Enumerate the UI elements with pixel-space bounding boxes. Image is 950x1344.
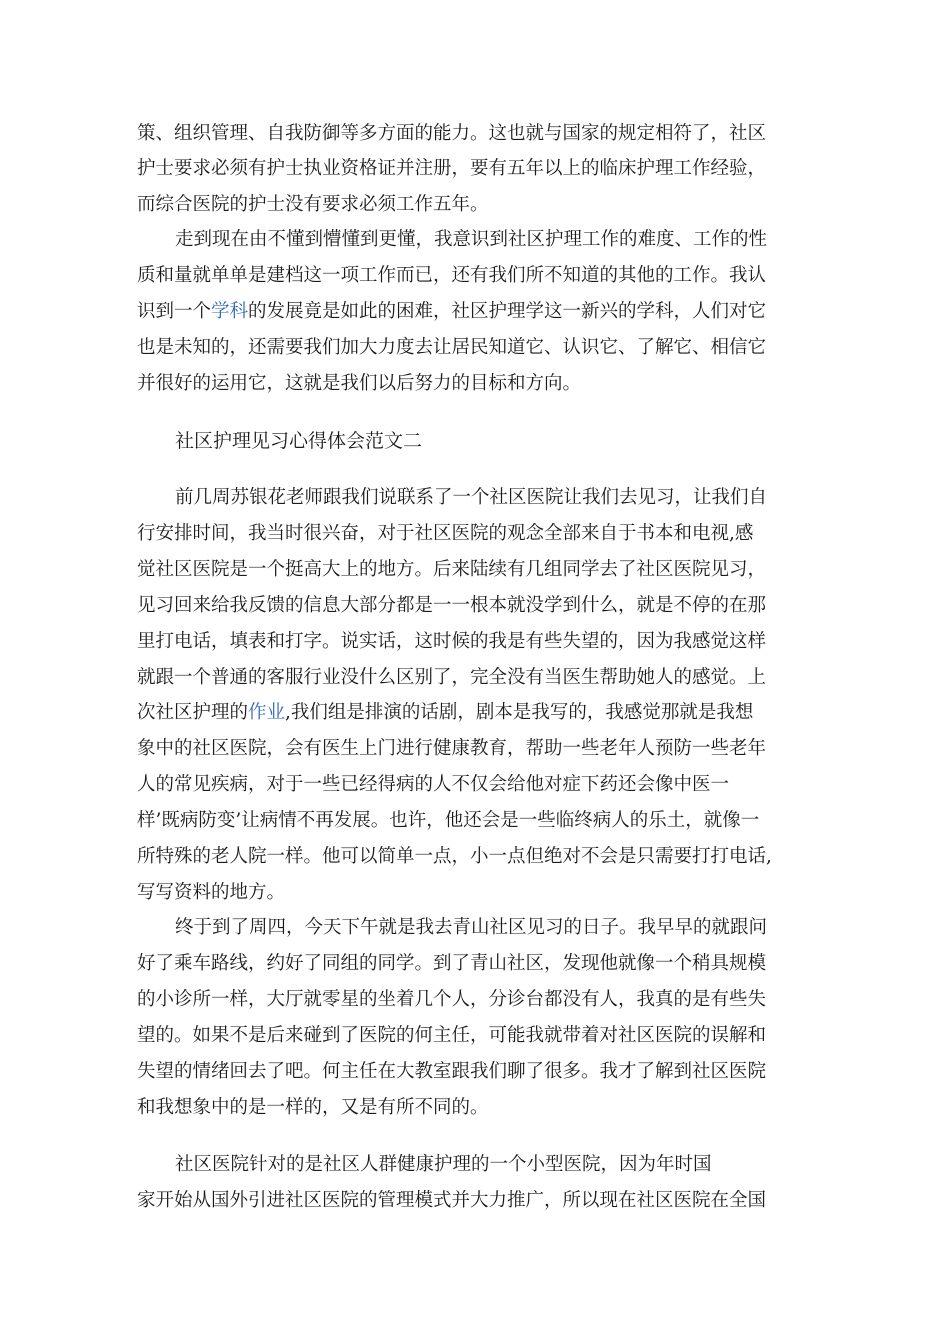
paragraph-2-line-3-before: 识到一个 <box>137 301 212 322</box>
paragraph-3-line-1: 前几周苏银花老师跟我们说联系了一个社区医院让我们去见习，让我们自 <box>175 487 768 508</box>
paragraph-2-line-1: 走到现在由不懂到懵懂到更懂，我意识到社区护理工作的难度、工作的性 <box>175 229 768 250</box>
paragraph-3-line-7-after: ,我们组是排演的话剧，剧本是我写的，我感觉那就是我想 <box>285 702 754 723</box>
paragraph-3-line-2: 行安排时间，我当时很兴奋，对于社区医院的观念全部来自于书本和电视,感 <box>137 523 754 544</box>
paragraph-4-line-4: 望的。如果不是后来碰到了医院的何主任，可能我就带着对社区医院的误解和 <box>137 1025 767 1046</box>
paragraph-2-line-4: 也是未知的，还需要我们加大力度去让居民知道它、认识它、了解它、相信它 <box>137 337 767 358</box>
paragraph-2-line-2: 质和量就单单是建档这一项工作而已，还有我们所不知道的其他的工作。我认 <box>137 265 767 286</box>
paragraph-5-line-1: 社区医院针对的是社区人群健康护理的一个小型医院，因为年时国 <box>175 1154 712 1175</box>
paragraph-3-line-5: 里打电话，填表和打字。说实话，这时候的我是有些失望的，因为我感觉这样 <box>137 631 767 652</box>
paragraph-1-line-3: 而综合医院的护士没有要求必须工作五年。 <box>137 194 489 215</box>
paragraph-2-line-5: 并很好的运用它，这就是我们以后努力的目标和方向。 <box>137 373 582 394</box>
paragraph-4-line-2: 好了乘车路线，约好了同组的同学。到了青山社区，发现他就像一个稍具规模 <box>137 953 767 974</box>
paragraph-5-line-2: 家开始从国外引进社区医院的管理模式并大力推广，所以现在社区医院在全国 <box>137 1190 767 1211</box>
paragraph-2-line-3-after: 的发展竟是如此的困难，社区护理学这一新兴的学科，人们对它 <box>248 301 767 322</box>
paragraph-2-line-3 <box>137 300 766 324</box>
link-xueke[interactable]: 学科 <box>211 301 249 322</box>
paragraph-3-line-12: 写写资料的地方。 <box>137 882 286 903</box>
paragraph-3-line-9: 人的常见疾病，对于一些已经得病的人不仅会给他对症下药还会像中医一 <box>137 774 730 795</box>
paragraph-3-line-11: 所特殊的老人院一样。他可以简单一点，小一点但绝对不会是只需要打打电话, <box>137 846 772 867</box>
link-zuoye[interactable]: 作业 <box>248 702 286 723</box>
paragraph-3-line-3: 觉社区医院是一个挺高大上的地方。后来陆续有几组同学去了社区医院见习， <box>137 559 767 580</box>
paragraph-3-line-4: 见习回来给我反馈的信息大部分都是一一根本就没学到什么，就是不停的在那 <box>137 595 767 616</box>
paragraph-3-line-7-before: 次社区护理的 <box>137 702 249 723</box>
paragraph-3-line-10: 样’既病防变’让病情不再发展。也许，他还会是一些临终病人的乐土，就像一 <box>137 810 760 831</box>
paragraph-3-line-6: 就跟一个普通的客服行业没什么区别了，完全没有当医生帮助她人的感觉。上 <box>137 667 767 688</box>
paragraph-3-line-8: 象中的社区医院，会有医生上门进行健康教育，帮助一些老年人预防一些老年 <box>137 738 767 759</box>
paragraph-1-line-1: 策、组织管理、自我防御等多方面的能力。这也就与国家的规定相符了，社区 <box>137 123 767 144</box>
paragraph-4-line-1: 终于到了周四，今天下午就是我去青山社区见习的日子。我早早的就跟问 <box>175 917 768 938</box>
paragraph-3-line-7 <box>137 701 753 725</box>
section-heading: 社区护理见习心得体会范文二 <box>175 430 423 452</box>
paragraph-4-line-6: 和我想象中的是一样的，又是有所不同的。 <box>137 1097 489 1118</box>
paragraph-1-line-2: 护士要求必须有护士执业资格证并注册，要有五年以上的临床护理工作经验， <box>137 158 767 179</box>
paragraph-4-line-5: 失望的情绪回去了吧。何主任在大教室跟我们聊了很多。我才了解到社区医院 <box>137 1061 767 1082</box>
paragraph-4-line-3: 的小诊所一样，大厅就零星的坐着几个人，分诊台都没有人，我真的是有些失 <box>137 989 767 1010</box>
